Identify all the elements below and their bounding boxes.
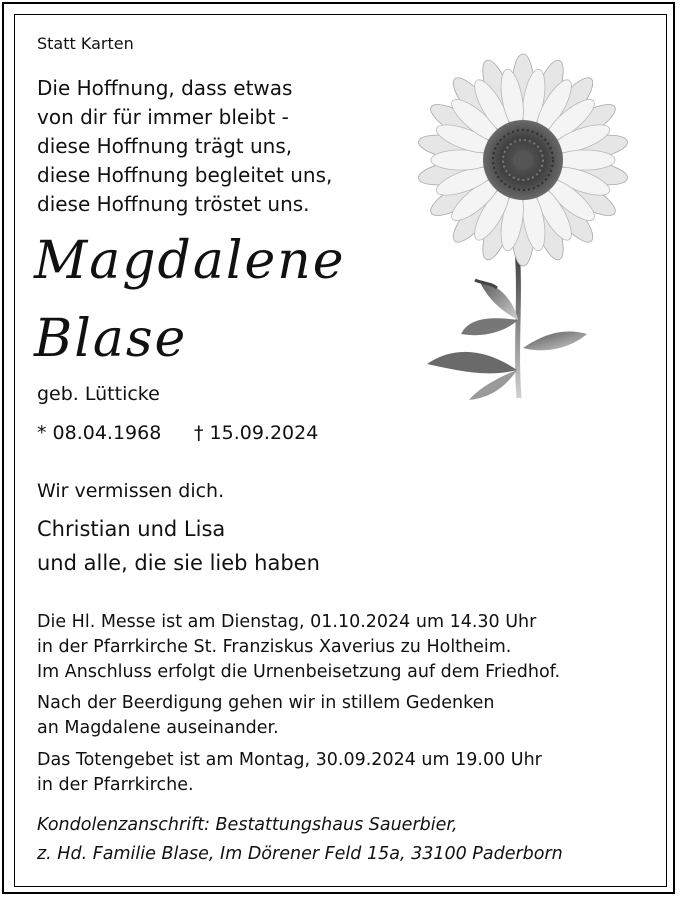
- message: Wir vermissen dich.: [37, 480, 225, 502]
- mourner-line: Christian und Lisa: [37, 517, 226, 541]
- verse-line: diese Hoffnung trägt uns,: [37, 134, 293, 158]
- verse-line: von dir für immer bleibt -: [37, 105, 289, 129]
- detail-line: an Magdalene auseinander.: [37, 718, 279, 738]
- detail-line: Im Anschluss erfolgt die Urnenbeisetzung auf dem Friedhof.: [37, 662, 561, 682]
- verse-line: Die Hoffnung, dass etwas: [37, 76, 293, 100]
- detail-line: Nach der Beerdigung gehen wir in stillem Gedenken: [37, 693, 495, 713]
- deceased-last-name: Blase: [34, 309, 188, 369]
- sunflower-icon: [405, 48, 645, 408]
- detail-line: in der Pfarrkirche St. Franziskus Xaverius zu Holtheim.: [37, 637, 512, 657]
- verse-line: diese Hoffnung begleitet uns,: [37, 163, 333, 187]
- verse-line: diese Hoffnung tröstet uns.: [37, 192, 310, 216]
- detail-line: in der Pfarrkirche.: [37, 775, 194, 795]
- mourner-line: und alle, die sie lieb haben: [37, 551, 320, 575]
- header-label: Statt Karten: [37, 34, 134, 53]
- detail-line: Die Hl. Messe ist am Dienstag, 01.10.2024 um 14.30 Uhr: [37, 612, 537, 632]
- detail-line: Das Totengebet ist am Montag, 30.09.2024 um 19.00 Uhr: [37, 750, 542, 770]
- birth-date: * 08.04.1968: [37, 422, 162, 444]
- birth-name: geb. Lütticke: [37, 383, 160, 405]
- condolence-line: z. Hd. Familie Blase, Im Dörener Feld 15a, 33100 Paderborn: [37, 844, 563, 864]
- death-date: † 15.09.2024: [194, 422, 319, 444]
- deceased-first-name: Magdalene: [34, 231, 346, 291]
- condolence-line: Kondolenzanschrift: Bestattungshaus Sauerbier,: [37, 815, 458, 835]
